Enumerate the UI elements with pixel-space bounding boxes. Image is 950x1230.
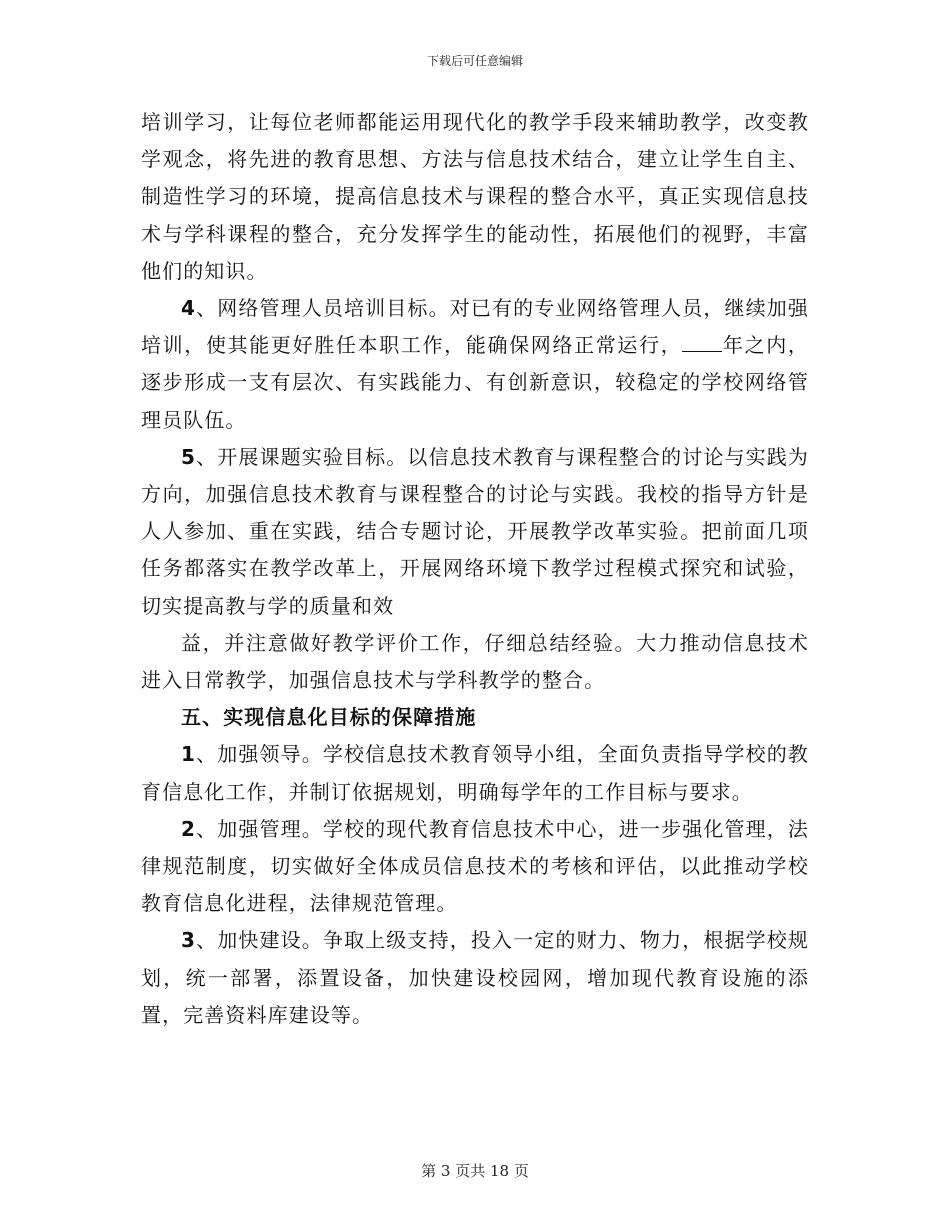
paragraph-continuation: 培训学习，让每位老师都能运用现代化的教学手段来辅助教学，改变教学观念，将先进的教育思想、方法与信息技术结合，建立让学生自主、制造性学习的环境，提高信息技术与课程的整合水平，真正实现信息技术与学科课程的整合，充分发挥学生的能动性，拓展他们的视野，丰富他们的知识。 xyxy=(141,110,809,283)
paragraph-text: 、开展课题实验目标。以信息技术教育与课程整合的讨论与实践为方向，加强信息技术教育与课程整合的讨论与实践。我校的指导方针是人人参加、重在实践，结合专题讨论，开展教学改革实验。把前面几项任务都落实在教学改革上，开展网络环境下教学过程模式探究和试验，切实提高教与学的质量和效 xyxy=(141,444,809,618)
page-number: 第 3 页共 18 页 xyxy=(421,1162,529,1180)
paragraph-measure-2 xyxy=(141,811,809,923)
paragraph-text: 、网络管理人员培训目标。对已有的专业网络管理人员，继续加强培训，使其能更好胜任本职工作，能确保网络正常运行， xyxy=(141,296,809,358)
document-body xyxy=(141,104,809,1034)
item-number: 5 xyxy=(181,444,197,469)
paragraph-text: 、加强管理。学校的现代教育信息技术中心，进一步强化管理，法律规范制度，切实做好全体成员信息技术的考核和评估，以此推动学校教育信息化进程，法律规范管理。 xyxy=(141,816,809,916)
item-number: 3 xyxy=(181,928,197,953)
paragraph-continuation-2: 益，并注意做好教学评价工作，仔细总结经验。大力推动信息技术进入日常教学，加强信息技术与学科教学的整合。 xyxy=(141,630,809,693)
section-heading: 五、实现信息化目标的保障措施 xyxy=(181,705,477,730)
paragraph-measure-1 xyxy=(141,736,809,810)
item-number: 1 xyxy=(181,742,197,767)
paragraph-item-4 xyxy=(141,290,809,439)
fill-in-blank xyxy=(682,335,722,352)
item-number: 4 xyxy=(181,296,197,321)
item-number: 2 xyxy=(181,816,197,841)
paragraph-item-5 xyxy=(141,439,809,625)
paragraph-measure-3 xyxy=(141,922,809,1034)
paragraph-text: 年之内，逐步形成一支有层次、有实践能力、有创新意识，较稳定的学校网络管理员队伍。 xyxy=(141,333,809,432)
paragraph-text: 、加强领导。学校信息技术教育领导小组，全面负责指导学校的教育信息化工作，并制订依据规划，明确每学年的工作目标与要求。 xyxy=(141,742,809,804)
page-header-note: 下载后可任意编辑 xyxy=(426,54,523,68)
paragraph-text: 、加快建设。争取上级支持，投入一定的财力、物力，根据学校规划，统一部署，添置设备，加快建设校园网，增加现代教育设施的添置，完善资料库建设等。 xyxy=(141,928,809,1027)
